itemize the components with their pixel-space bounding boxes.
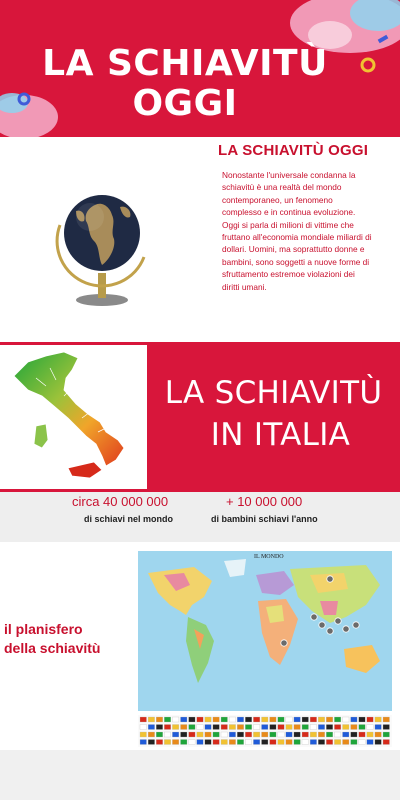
flag-icon	[148, 717, 155, 722]
flag-icon	[367, 740, 374, 745]
flag-icon	[197, 725, 204, 730]
flag-icon	[189, 740, 196, 745]
flag-icon	[343, 740, 350, 745]
intro-paragraph: Nonostante l'universale condanna la schiavitù è una realtà del mondo contemporaneo, un fenomeno complesso e in continua evoluzione. Oggi si parla di milioni di vittime che fruttano all'economia mondiale miliardi di dollari. Uomini, ma soprattutto donne e bambini, sono soggetti a nuove forme di sfruttamento estremoe violazioni dei diritti umani.	[222, 170, 372, 292]
intro-heading: LA SCHIAVITÙ OGGI	[218, 142, 369, 159]
flag-icon	[286, 725, 293, 730]
flag-icon	[343, 717, 350, 722]
italy-map-image	[6, 348, 146, 488]
world-map-image	[134, 545, 396, 750]
flag-icon	[172, 717, 179, 722]
flag-icon	[343, 732, 350, 737]
flag-icon	[359, 740, 366, 745]
flag-icon	[205, 717, 212, 722]
flag-icon	[213, 740, 220, 745]
stat-slaves-world-label: di schiavi nel mondo	[84, 514, 174, 524]
flag-icon	[181, 732, 188, 737]
flag-icon	[359, 732, 366, 737]
flag-icon	[197, 717, 204, 722]
flag-icon	[181, 740, 188, 745]
flag-icon	[278, 732, 285, 737]
flag-icon	[140, 725, 147, 730]
flag-icon	[164, 717, 171, 722]
flag-icon	[334, 732, 341, 737]
page-title	[0, 44, 370, 124]
flag-icon	[343, 725, 350, 730]
flag-icon	[262, 732, 269, 737]
flag-icon	[205, 725, 212, 730]
flag-icon	[140, 740, 147, 745]
flag-icon	[294, 717, 301, 722]
flag-icon	[270, 732, 277, 737]
flag-icon	[294, 740, 301, 745]
flag-icon	[318, 717, 325, 722]
flag-icon	[334, 740, 341, 745]
flag-icon	[383, 732, 390, 737]
flag-icon	[286, 740, 293, 745]
flag-icon	[156, 725, 163, 730]
flag-icon	[278, 740, 285, 745]
flag-icon	[189, 717, 196, 722]
flag-icon	[302, 725, 309, 730]
flag-icon	[310, 717, 317, 722]
flag-icon	[205, 732, 212, 737]
map-caption	[4, 620, 134, 658]
flag-icon	[262, 740, 269, 745]
flag-icon	[351, 717, 358, 722]
italia-title-line2: IN ITALIA	[210, 417, 351, 453]
page-title-line2: OGGI	[132, 83, 238, 124]
flag-icon	[229, 732, 236, 737]
flag-icon	[213, 732, 220, 737]
flag-icon	[181, 725, 188, 730]
flag-icon	[326, 725, 333, 730]
flag-icon	[140, 732, 147, 737]
flag-icon	[302, 740, 309, 745]
flag-icon	[318, 732, 325, 737]
flag-icon	[189, 725, 196, 730]
flag-icon	[351, 740, 358, 745]
flag-icon	[310, 725, 317, 730]
flag-icon	[326, 732, 333, 737]
flag-icon	[383, 717, 390, 722]
flag-icon	[318, 725, 325, 730]
flag-icon	[245, 732, 252, 737]
flag-icon	[253, 725, 260, 730]
flag-icon	[164, 732, 171, 737]
flag-icon	[156, 717, 163, 722]
flag-icon	[294, 725, 301, 730]
flag-icon	[359, 725, 366, 730]
flag-icon	[172, 732, 179, 737]
flag-icon	[237, 717, 244, 722]
flag-icon	[253, 717, 260, 722]
globe-image	[40, 165, 170, 315]
flag-icon	[262, 717, 269, 722]
flag-icon	[221, 740, 228, 745]
footer-area	[0, 750, 400, 800]
flag-icon	[245, 740, 252, 745]
italia-title-line1: LA SCHIAVITÙ	[164, 375, 383, 411]
flag-icon	[253, 740, 260, 745]
flag-icon	[375, 732, 382, 737]
flag-icon	[245, 725, 252, 730]
flag-icon	[140, 717, 147, 722]
flag-icon	[172, 740, 179, 745]
flag-icon	[253, 732, 260, 737]
flag-icon	[205, 740, 212, 745]
flag-icon	[156, 740, 163, 745]
flag-icon	[262, 725, 269, 730]
flag-icon	[148, 725, 155, 730]
flag-icon	[318, 740, 325, 745]
flag-icon	[351, 732, 358, 737]
flag-icon	[148, 732, 155, 737]
flag-icon	[334, 717, 341, 722]
map-caption-line1: il planisfero	[4, 621, 83, 637]
flag-icon	[375, 725, 382, 730]
flag-icon	[164, 740, 171, 745]
flag-icon	[221, 717, 228, 722]
flag-icon	[278, 717, 285, 722]
italia-section	[0, 342, 400, 492]
flag-icon	[383, 725, 390, 730]
stat-child-slaves-number: + 10 000 000	[226, 494, 303, 509]
divider-top	[0, 342, 147, 345]
flag-icon	[245, 717, 252, 722]
flag-icon	[197, 740, 204, 745]
flag-icon	[221, 725, 228, 730]
flag-icon	[164, 725, 171, 730]
flag-icon	[334, 725, 341, 730]
flag-icon	[189, 732, 196, 737]
flag-icon	[229, 725, 236, 730]
flag-icon	[181, 717, 188, 722]
stat-slaves-world-number: circa 40 000 000	[72, 494, 169, 509]
flag-icon	[375, 740, 382, 745]
flag-icon	[156, 732, 163, 737]
stats-section	[0, 492, 400, 542]
flag-icon	[302, 717, 309, 722]
flag-icon	[375, 717, 382, 722]
flag-icon	[294, 732, 301, 737]
flag-icon	[237, 740, 244, 745]
flag-icon	[270, 717, 277, 722]
flag-icon	[286, 717, 293, 722]
flag-icon	[367, 725, 374, 730]
italia-title	[147, 372, 400, 456]
flag-icon	[310, 732, 317, 737]
page-title-line1: LA SCHIAVITÙ	[42, 43, 328, 84]
map-caption-line2: della schiavitù	[4, 640, 101, 656]
flag-icon	[270, 725, 277, 730]
flag-icon	[229, 740, 236, 745]
flag-icon	[367, 717, 374, 722]
flag-icon	[302, 732, 309, 737]
flag-icon	[367, 732, 374, 737]
header-banner	[0, 0, 400, 137]
flag-icon	[197, 732, 204, 737]
flag-icon	[359, 717, 366, 722]
flag-icon	[213, 725, 220, 730]
flag-icon	[213, 717, 220, 722]
flag-icon	[148, 740, 155, 745]
flag-icon	[229, 717, 236, 722]
flag-icon	[310, 740, 317, 745]
map-section	[0, 542, 400, 750]
world-map-title: IL MONDO	[254, 554, 284, 560]
flag-icon	[383, 740, 390, 745]
flag-icon	[221, 732, 228, 737]
intro-section	[0, 137, 400, 342]
flag-icon	[237, 725, 244, 730]
flag-icon	[278, 725, 285, 730]
flag-icon	[326, 717, 333, 722]
flag-icon	[237, 732, 244, 737]
flag-icon	[172, 725, 179, 730]
flag-icon	[351, 725, 358, 730]
flag-icon	[270, 740, 277, 745]
stat-child-slaves-label: di bambini schiavi l'anno	[211, 514, 318, 524]
flag-icon	[326, 740, 333, 745]
flag-icon	[286, 732, 293, 737]
